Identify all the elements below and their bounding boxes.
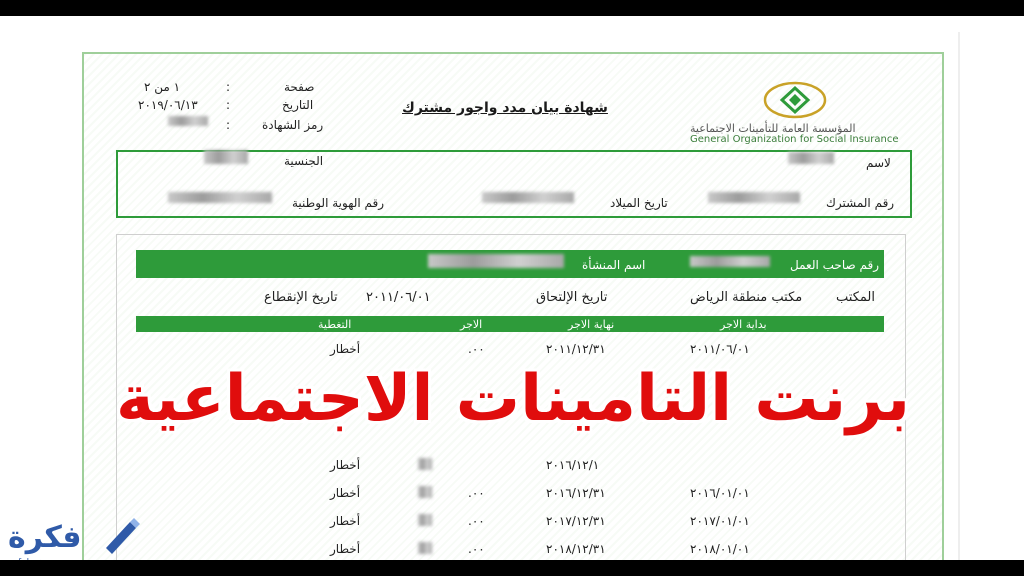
page-value: ١ من ٢ [144, 80, 181, 94]
redacted-subscriber-number [708, 192, 800, 203]
row-1-wage: .٠٠ [468, 342, 485, 356]
redacted-employer-number [690, 256, 770, 267]
column-header-coverage: التغطية [318, 318, 352, 331]
date-colon: : [226, 98, 231, 112]
row-4-wage: .٠٠ [468, 514, 485, 528]
screenshot-stage [0, 16, 1024, 560]
facility-name-label: اسم المنشأة [582, 258, 646, 272]
redacted-row-3-wage [418, 486, 432, 498]
name-label: لاسم [866, 156, 891, 170]
row-2-coverage: أخطار [330, 458, 361, 472]
letterbox-bottom [0, 560, 1024, 576]
row-3-start: ٢٠١٦/٠١/٠١ [690, 486, 750, 500]
row-4-coverage: أخطار [330, 514, 361, 528]
certificate-code-label: رمز الشهادة [262, 118, 324, 132]
row-3-wage: .٠٠ [468, 486, 485, 500]
table-header-bar [136, 316, 884, 332]
row-3-end: ٢٠١٦/١٢/٣١ [546, 486, 606, 500]
redacted-facility-name [428, 254, 564, 268]
column-header-wage-start: بداية الاجر [720, 318, 767, 331]
row-3-coverage: أخطار [330, 486, 361, 500]
row-1-end: ٢٠١١/١٢/٣١ [546, 342, 606, 356]
pencil-icon [100, 514, 144, 554]
office-value: مكتب منطقة الرياض [690, 290, 803, 305]
redacted-national-id [168, 192, 272, 203]
birth-date-label: تاريخ الميلاد [610, 196, 668, 210]
letterbox-top [0, 0, 1024, 16]
gosi-logo-icon [760, 76, 830, 120]
leave-date-label: تاريخ الإنقطاع [264, 290, 338, 305]
row-2-end: ٢٠١٦/١٢/١ [546, 458, 600, 472]
org-name-arabic: المؤسسة العامة للتأمينات الاجتماعية [690, 122, 856, 135]
row-5-start: ٢٠١٨/٠١/٠١ [690, 542, 750, 556]
office-label: المكتب [836, 290, 875, 305]
date-label: التاريخ [282, 98, 314, 112]
national-id-label: رقم الهوية الوطنية [292, 196, 385, 210]
join-date-value: ٢٠١١/٠٦/٠١ [366, 290, 431, 305]
row-5-coverage: أخطار [330, 542, 361, 556]
page-colon: : [226, 80, 231, 94]
row-4-end: ٢٠١٧/١٢/٣١ [546, 514, 606, 528]
brand-name: فكرة [8, 520, 82, 555]
date-value: ٢٠١٩/٠٦/١٣ [138, 98, 198, 112]
join-date-label: تاريخ الإلتحاق [536, 290, 608, 305]
page-label: صفحة [284, 80, 315, 94]
nationality-label: الجنسية [284, 154, 324, 168]
row-1-coverage: أخطار [330, 342, 361, 356]
row-5-end: ٢٠١٨/١٢/٣١ [546, 542, 606, 556]
org-name-english: General Organization for Social Insurance [690, 134, 899, 145]
subscriber-number-label: رقم المشترك [826, 196, 895, 210]
redacted-birth-date [482, 192, 574, 203]
redacted-certificate-code [168, 116, 208, 126]
employer-number-label: رقم صاحب العمل [790, 258, 879, 272]
row-4-start: ٢٠١٧/٠١/٠١ [690, 514, 750, 528]
redacted-name [788, 152, 834, 164]
document-title: شهادة بيان مدد واجور مشترك [402, 100, 608, 116]
row-1-start: ٢٠١١/٠٦/٠١ [690, 342, 750, 356]
redacted-nationality [204, 150, 248, 164]
overlay-headline: برنت التامينات الاجتماعية [116, 362, 910, 436]
redacted-row-2-wage [418, 458, 432, 470]
column-header-wage: الاجر [460, 318, 483, 331]
column-header-wage-end: نهاية الاجر [568, 318, 615, 331]
paper-edge [958, 32, 960, 576]
cert-colon: : [226, 118, 231, 132]
row-5-wage: .٠٠ [468, 542, 485, 556]
redacted-row-5-wage [418, 542, 432, 554]
redacted-row-4-wage [418, 514, 432, 526]
